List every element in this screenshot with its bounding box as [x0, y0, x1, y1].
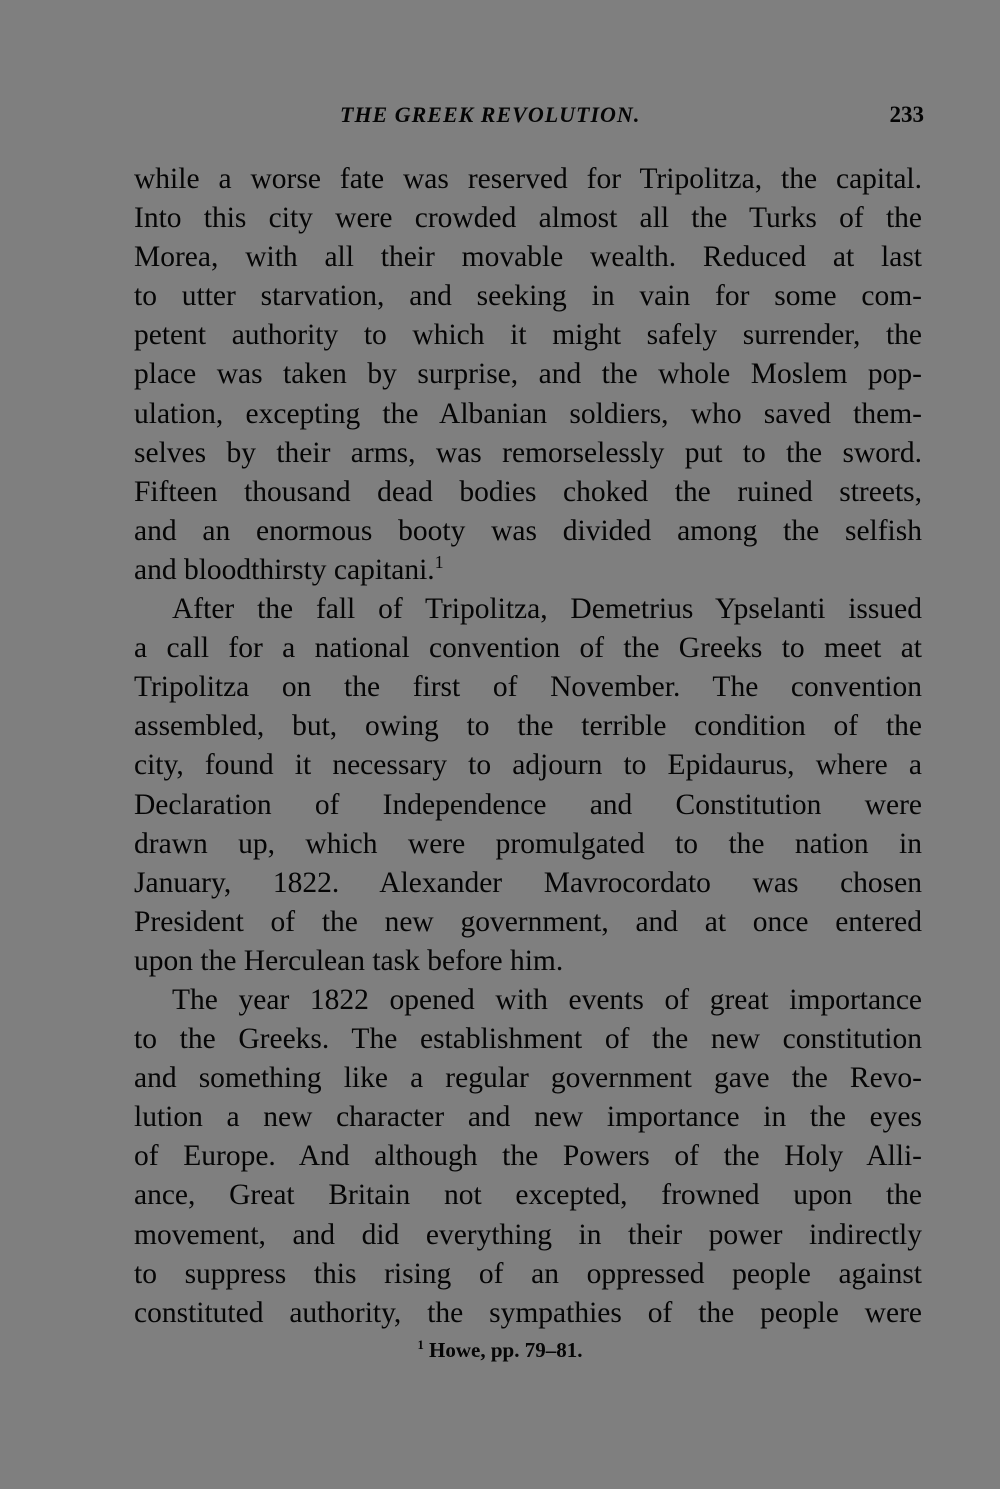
text-line: of Europe. And although the Powers of the Holy Alli-: [134, 1140, 922, 1173]
text-line: Fifteen thousand dead bodies choked the ruined streets,: [134, 475, 922, 508]
text-line: The year 1822 opened with events of great importance: [172, 983, 922, 1016]
text-line: January, 1822. Alexander Mavrocordato was chosen: [134, 866, 922, 899]
text-line: to the Greeks. The establishment of the new constitution: [134, 1023, 922, 1056]
footnote-text: Howe, pp. 79–81.: [429, 1338, 583, 1362]
paragraph-2: [134, 590, 922, 981]
text-line: and bloodthirsty capitani.: [134, 553, 435, 586]
text-line: assembled, but, owing to the terrible condition of the: [134, 710, 922, 743]
paragraph-3: [134, 981, 922, 1333]
text-line: lution a new character and new importance in the eyes: [134, 1101, 922, 1134]
running-title: THE GREEK REVOLUTION.: [340, 102, 641, 127]
text-line: Morea, with all their movable wealth. Reduced at last: [134, 241, 922, 274]
text-line: President of the new government, and at once entered: [134, 905, 922, 938]
text-line: and an enormous booty was divided among the selfish: [134, 514, 922, 547]
text-line: movement, and did everything in their power indirectly: [134, 1218, 922, 1251]
text-line: while a worse fate was reserved for Tripolitza, the capital.: [134, 163, 922, 195]
body-text: [134, 160, 922, 1333]
text-line: drawn up, which were promulgated to the nation in: [134, 827, 922, 860]
text-line: upon the Herculean task before him.: [134, 944, 564, 977]
text-line: petent authority to which it might safely surrender, the: [134, 319, 922, 352]
footnote: [0, 1338, 1000, 1363]
text-line: constituted authority, the sympathies of the people were: [134, 1296, 922, 1329]
paragraph-1: [134, 160, 922, 590]
footnote-reference: 1: [434, 552, 444, 573]
text-line-with-note: [134, 551, 922, 590]
text-line: After the fall of Tripolitza, Demetrius Ypselanti issued: [172, 593, 922, 626]
text-line: Declaration of Independence and Constitution were: [134, 788, 922, 821]
footnote-marker: 1: [417, 1338, 424, 1352]
text-line: Into this city were crowded almost all the Turks of the: [134, 202, 922, 235]
text-line: place was taken by surprise, and the whole Moslem pop-: [134, 358, 922, 391]
text-line: Tripolitza on the first of November. The convention: [134, 671, 922, 704]
text-line: ance, Great Britain not excepted, frowned upon the: [134, 1179, 922, 1212]
text-line: selves by their arms, was remorselessly put to the sword.: [134, 436, 922, 469]
text-line: city, found it necessary to adjourn to Epidaurus, where a: [134, 749, 922, 782]
page-header: [134, 98, 924, 142]
text-line: ulation, excepting the Albanian soldiers, who saved them-: [134, 397, 922, 430]
text-line: to utter starvation, and seeking in vain for some com-: [134, 280, 922, 313]
text-line: a call for a national convention of the Greeks to meet at: [134, 632, 922, 665]
text-line: and something like a regular government gave the Revo-: [134, 1062, 922, 1095]
text-line: to suppress this rising of an oppressed people against: [134, 1257, 922, 1290]
page-number: 233: [889, 102, 924, 127]
